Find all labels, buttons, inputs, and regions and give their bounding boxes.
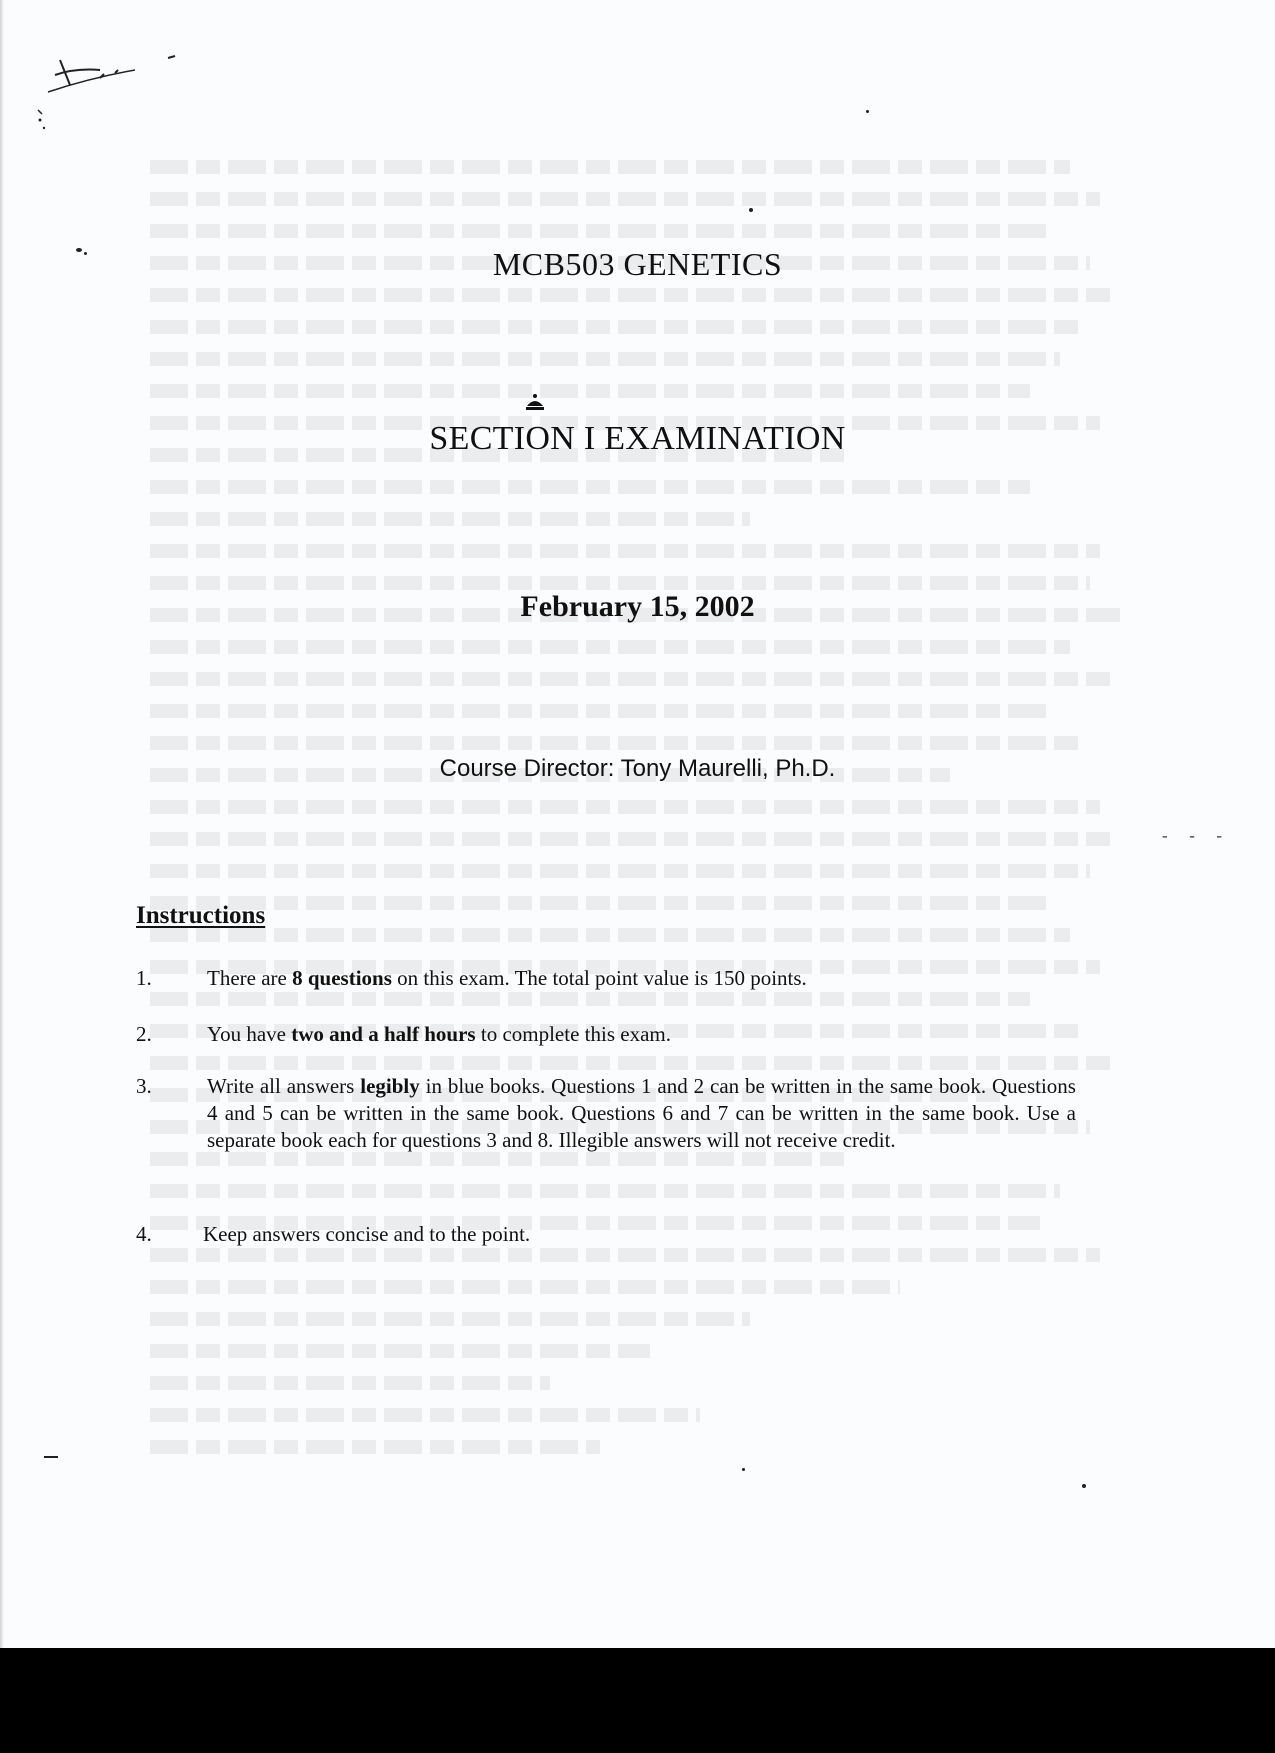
instruction-item-2 xyxy=(136,1021,1076,1048)
speck xyxy=(742,1468,745,1471)
instruction-text: There are 8 questions on this exam. The total point value is 150 points. xyxy=(207,966,807,990)
pen-marks xyxy=(30,30,200,140)
speck xyxy=(749,208,753,212)
speck xyxy=(44,1456,58,1458)
bleed-through-texture xyxy=(150,160,1150,1520)
instruction-text: Keep answers concise and to the point. xyxy=(203,1222,531,1246)
instructions-heading: Instructions xyxy=(136,902,266,929)
instruction-number: 2. xyxy=(136,1022,152,1046)
exam-title: MCB503 GENETICS xyxy=(492,246,783,282)
exam-subtitle: SECTION I EXAMINATION xyxy=(429,420,846,457)
instruction-number: 4. xyxy=(136,1222,152,1246)
stray-dashes: - - - xyxy=(1160,828,1229,846)
instruction-number: 1. xyxy=(136,966,152,990)
instruction-text: You have two and a half hours to complete this exam. xyxy=(207,1022,671,1046)
exam-date: February 15, 2002 xyxy=(520,590,755,623)
instruction-item-1 xyxy=(136,965,1076,992)
instruction-item-4 xyxy=(136,1221,1076,1248)
instruction-number: 3. xyxy=(136,1074,152,1098)
course-director: Course Director: Tony Maurelli, Ph.D. xyxy=(439,755,836,782)
ornament-icon xyxy=(524,392,546,412)
instruction-text: Write all answers legibly in blue books. Questions 1 and 2 can be written in the same book. Questions 4 and 5 can be written in the same book. Questions 6 and 7 can be written in the same book. Use a separate book each for questions 3 and 8. Illegible answers will not receive credit. xyxy=(207,1074,1076,1152)
instruction-item-3 xyxy=(136,1073,1076,1154)
scanner-border xyxy=(0,1648,1275,1753)
speck xyxy=(866,110,869,113)
speck xyxy=(1082,1484,1086,1488)
